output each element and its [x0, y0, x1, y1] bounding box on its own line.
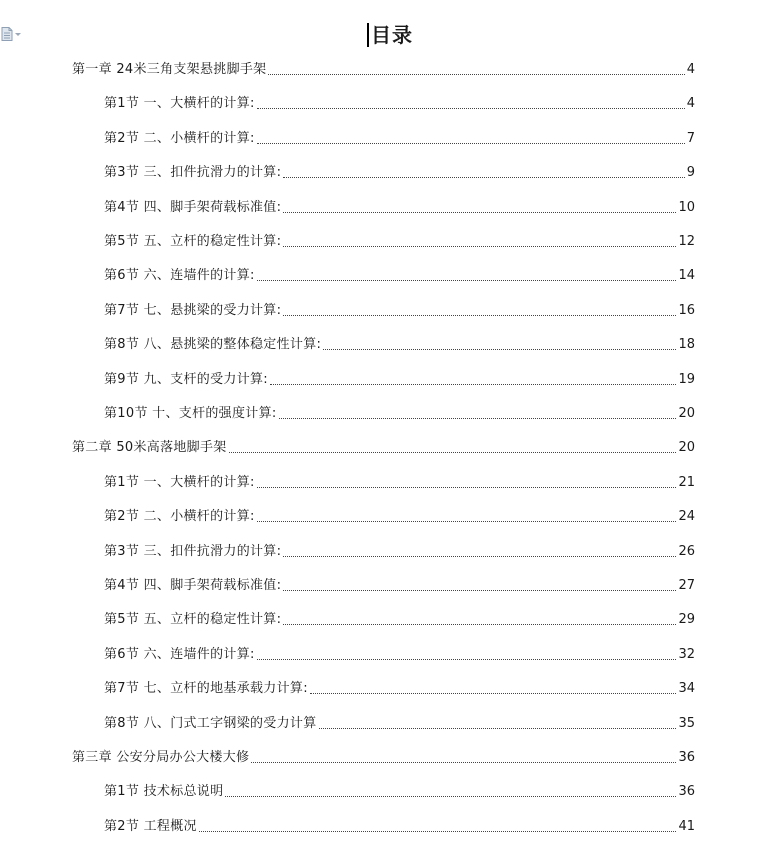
- toc-page-number: 4: [686, 96, 695, 112]
- toc-dot-leader: [257, 659, 677, 660]
- toc-section-entry[interactable]: [104, 504, 695, 526]
- toc-dot-leader: [283, 315, 676, 316]
- toc-entry-label: 第2节 二、小横杆的计算:: [104, 509, 255, 525]
- toc-entry-label: 第7节 七、悬挑梁的受力计算:: [104, 302, 282, 318]
- toc-entry-label: 第9节 九、支杆的受力计算:: [104, 371, 268, 387]
- toc-page-number: 36: [678, 750, 695, 765]
- title-area: [0, 20, 780, 50]
- toc-dot-leader: [323, 349, 676, 350]
- toc-section-entry[interactable]: [104, 711, 695, 733]
- toc-entry-label: 第4节 四、脚手架荷载标准值:: [104, 578, 282, 593]
- toc-dot-leader: [257, 487, 677, 488]
- toc-page-number: 9: [686, 165, 695, 181]
- toc-entry-label: 第6节 六、连墙件的计算:: [104, 268, 255, 284]
- toc-page-number: 4: [686, 62, 695, 77]
- toc-entry-label: 第4节 四、脚手架荷载标准值:: [104, 199, 282, 215]
- toc-section-entry[interactable]: [104, 229, 695, 251]
- toc-entry-label: 第7节 七、立杆的地基承载力计算:: [104, 681, 308, 697]
- toc-dot-leader: [283, 624, 676, 625]
- toc-page-number: 36: [678, 784, 695, 800]
- toc-page-number: 27: [678, 578, 695, 593]
- toc-section-entry[interactable]: [104, 676, 695, 698]
- toc-page-number: 20: [678, 440, 695, 456]
- toc-section-entry[interactable]: [104, 573, 695, 595]
- toc-section-entry[interactable]: [104, 298, 695, 320]
- toc-entry-label: 第二章 50米高落地脚手架: [72, 440, 227, 456]
- toc-entry-label: 第2节 二、小横杆的计算:: [104, 130, 255, 146]
- toc-entry-label: 第8节 八、悬挑梁的整体稳定性计算:: [104, 337, 322, 353]
- toc-section-entry[interactable]: [104, 263, 695, 285]
- toc-dot-leader: [310, 693, 677, 694]
- toc-section-entry[interactable]: [104, 539, 695, 561]
- toc-dot-leader: [257, 280, 677, 281]
- toc-dot-leader: [283, 177, 684, 178]
- toc-page-number: 19: [678, 371, 695, 387]
- toc-entry-label: 第2节 工程概况: [104, 818, 197, 834]
- toc-section-entry[interactable]: [104, 126, 695, 148]
- page-title-text: 目录: [371, 23, 413, 47]
- toc-entry-label: 第5节 五、立杆的稳定性计算:: [104, 234, 282, 249]
- toc-page-number: 34: [678, 681, 695, 697]
- toc-entry-label: 第1节 一、大横杆的计算:: [104, 96, 255, 112]
- toc-section-entry[interactable]: [104, 195, 695, 217]
- toc-page-number: 12: [678, 234, 695, 249]
- toc-chapter-entry[interactable]: [72, 57, 695, 79]
- toc-page-number: 20: [678, 406, 695, 421]
- toc-page-number: 14: [678, 268, 695, 284]
- toc-section-entry[interactable]: [104, 332, 695, 354]
- toc-dot-leader: [283, 246, 676, 247]
- toc-page-number: 24: [678, 509, 695, 525]
- toc-page-number: 35: [678, 715, 695, 731]
- toc-page-number: 26: [678, 543, 695, 559]
- toc-dot-leader: [279, 418, 677, 419]
- toc-page-number: 10: [678, 199, 695, 215]
- toc-entry-label: 第5节 五、立杆的稳定性计算:: [104, 612, 282, 628]
- toc-entry-label: 第3节 三、扣件抗滑力的计算:: [104, 165, 282, 181]
- toc-entry-label: 第8节 八、门式工字钢梁的受力计算: [104, 715, 317, 731]
- toc-dot-leader: [257, 143, 685, 144]
- toc-dot-leader: [283, 590, 676, 591]
- toc-entry-label: 第1节 技术标总说明: [104, 784, 224, 800]
- toc-page-number: 21: [678, 474, 695, 490]
- toc-page-number: 16: [678, 302, 695, 318]
- toc-dot-leader: [251, 762, 676, 763]
- toc-dot-leader: [257, 521, 677, 522]
- toc-page-number: 29: [678, 612, 695, 628]
- toc-page-number: 32: [678, 646, 695, 662]
- toc-page-number: 41: [678, 818, 695, 834]
- toc-dot-leader: [229, 452, 677, 453]
- toc-dot-leader: [257, 108, 685, 109]
- toc-section-entry[interactable]: [104, 470, 695, 492]
- toc-chapter-entry[interactable]: [72, 435, 695, 457]
- toc-section-entry[interactable]: [104, 367, 695, 389]
- toc-section-entry[interactable]: [104, 607, 695, 629]
- toc-chapter-entry[interactable]: [72, 745, 695, 767]
- toc-section-entry[interactable]: [104, 401, 695, 423]
- page-title[interactable]: [367, 20, 413, 50]
- toc-dot-leader: [199, 831, 677, 832]
- toc-entry-label: 第1节 一、大横杆的计算:: [104, 474, 255, 490]
- toc-dot-leader: [283, 556, 676, 557]
- toc-entry-label: 第一章 24米三角支架悬挑脚手架: [72, 62, 267, 77]
- toc-dot-leader: [268, 74, 684, 75]
- toc-entry-label: 第3节 三、扣件抗滑力的计算:: [104, 543, 282, 559]
- toc-dot-leader: [319, 728, 677, 729]
- toc-page-number: 7: [686, 130, 695, 146]
- toc-section-entry[interactable]: [104, 814, 695, 836]
- toc-dot-leader: [225, 796, 676, 797]
- toc-entry-label: 第10节 十、支杆的强度计算:: [104, 406, 277, 421]
- toc-dot-leader: [270, 384, 676, 385]
- toc-entry-label: 第三章 公安分局办公大楼大修: [72, 750, 250, 765]
- toc-section-entry[interactable]: [104, 160, 695, 182]
- toc-page-number: 18: [678, 337, 695, 353]
- toc-section-entry[interactable]: [104, 779, 695, 801]
- toc-entry-label: 第6节 六、连墙件的计算:: [104, 646, 255, 662]
- toc-section-entry[interactable]: [104, 91, 695, 113]
- toc-dot-leader: [283, 212, 676, 213]
- text-cursor: [367, 23, 369, 47]
- toc-section-entry[interactable]: [104, 642, 695, 664]
